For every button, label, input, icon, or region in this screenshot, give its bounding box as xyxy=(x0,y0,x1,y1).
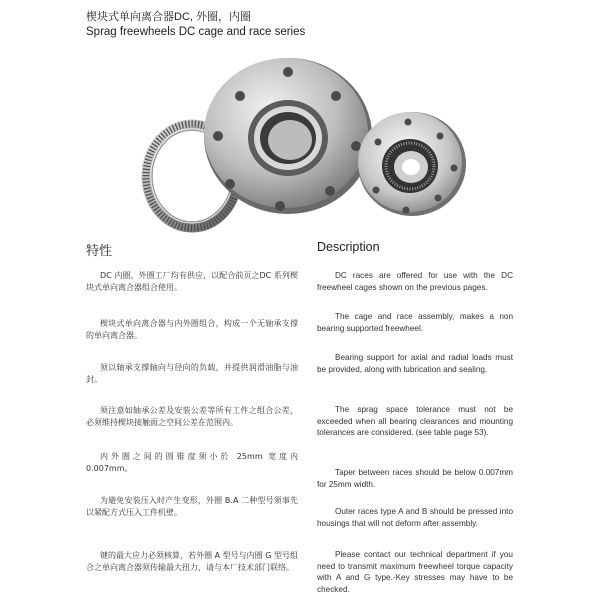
en-paragraph: Outer races type A and B should be pressed into housings that will not deform after assembly. xyxy=(317,507,513,528)
cn-paragraph: 须注意如轴承公差及安装公差等所有工件之组合公差，必须维持楔块接触面之空间公差在范围内。 xyxy=(86,406,298,427)
en-paragraph: The sprag space tolerance must not be exceeded when all bearing clearances and mounting tolerances are considered. (see table page 53). xyxy=(317,405,513,437)
cn-paragraph: 内外圈之间的圆锥度须小於 25mm 宽度内 0.007mm。 xyxy=(86,452,298,473)
en-paragraph: Please contact our technical department if you need to transmit maximum freewheel torque capacity with A and G type.-Key stresses may have to be checked. xyxy=(317,550,513,594)
page-title-english: Sprag freewheels DC cage and race series xyxy=(86,26,306,38)
cn-paragraph: DC 内圈、外圈工厂均有供应，以配合前页之DC 系列楔块式单向离合器组合使用。 xyxy=(86,271,298,292)
en-paragraph: Taper between races should be below 0.007mm for 25mm width. xyxy=(317,468,513,489)
cn-paragraph: 为避免安装压入时产生变形，外圈 B.A 二种型号须事先以紧配方式压入工件机壁。 xyxy=(86,496,298,517)
en-paragraph: DC races are offered for use with the DC freewheel cages shown on the previous pages. xyxy=(317,271,513,292)
product-photo xyxy=(140,56,470,236)
page-title-chinese: 楔块式单向离合器DC, 外圈，内圈 xyxy=(86,11,251,23)
outer-race-large xyxy=(204,58,372,214)
cn-paragraph: 须以轴承支撑轴向与径向的负载，并提供润滑油脂与油封。 xyxy=(86,363,298,384)
en-paragraph: Bearing support for axial and radial loads must be provided, along with lubrication and sealing. xyxy=(317,353,513,374)
section-heading-english: Description xyxy=(317,240,380,254)
cn-paragraph: 楔块式单向离合器与内外圈组合，构成一个无轴承支撑的单向离合器。 xyxy=(86,319,298,340)
section-heading-chinese: 特性 xyxy=(86,243,113,258)
outer-race-small xyxy=(358,112,466,216)
cn-paragraph: 键的最大应力必须核算，若外圈 A 型号与内圈 G 型号组合之单向离合器须传输最大扭力，请与本厂技术部门联络。 xyxy=(86,551,298,572)
en-paragraph: The cage and race assembly, makes a non bearing supported freewheel. xyxy=(317,312,513,333)
